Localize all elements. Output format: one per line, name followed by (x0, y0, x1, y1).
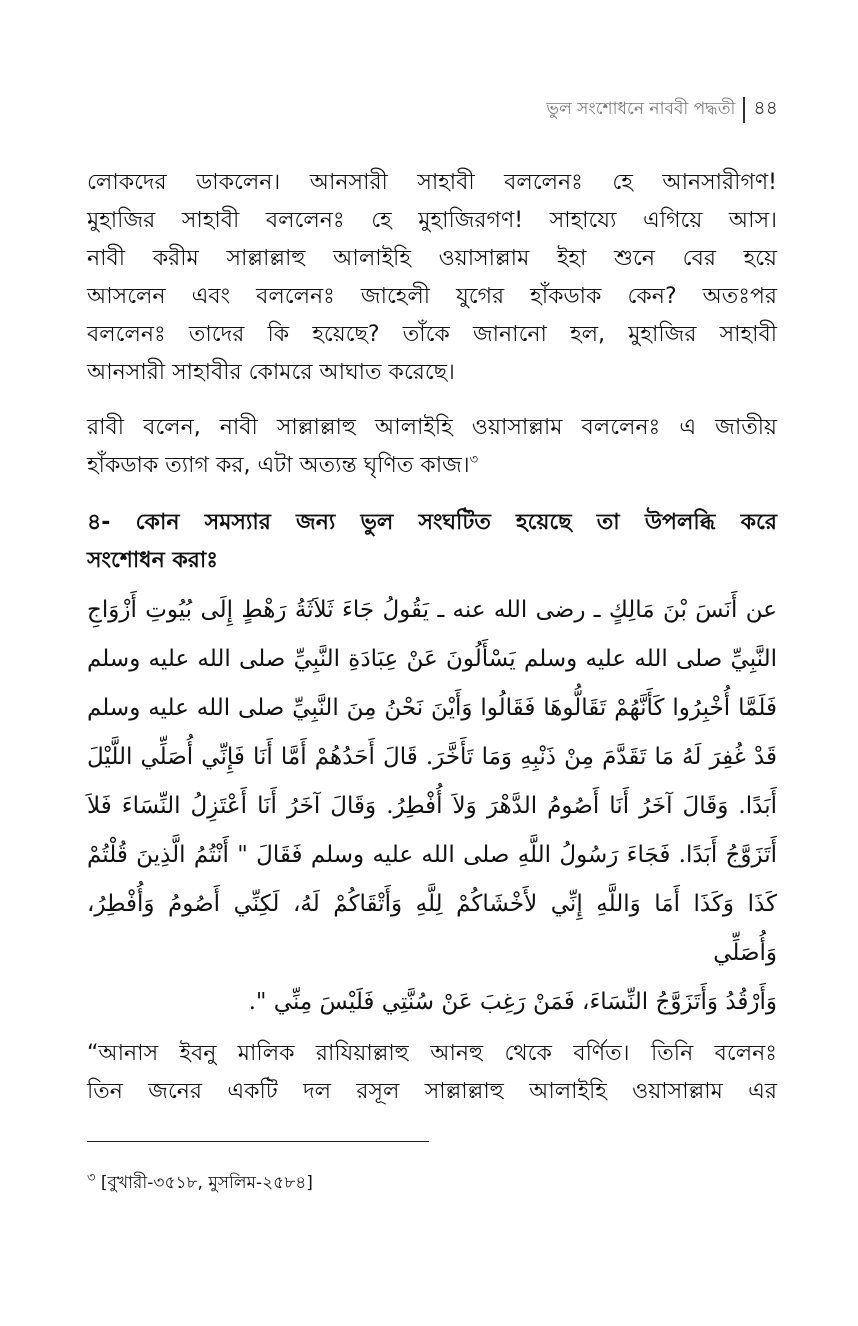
text-line: রাবী বলেন, নাবী সাল্লাল্লাহু আলাইহি ওয়াসাল্লাম বললেনঃ এ জাতীয় (87, 415, 777, 440)
heading-line: সংশোধন করাঃ (87, 548, 218, 573)
text-line: আসলেন এবং বললেনঃ জাহেলী যুগের হাঁকডাক কেন? অতঃপর (87, 284, 777, 309)
footnote-divider (87, 1141, 429, 1142)
text-line: বললেনঃ তাদের কি হয়েছে? তাঁকে জানানো হল, মুহাজির সাহাবী (87, 322, 777, 347)
arabic-line: كَذَا وَكَذَا أَمَا وَاللَّهِ إِنِّي لأَخْشَاكُمْ لِلَّهِ وَأَتْقَاكُمْ لَهُ، لَكِنِّي أَصُومُ وَأُفْطِرُ، وَأُصَلِّي (87, 891, 777, 966)
text-line (87, 447, 777, 485)
arabic-line: وَأَرْقُدُ وَأَتَزَوَّجُ النِّسَاءَ، فَمَنْ رَغِبَ عَنْ سُنَّتِي فَلَيْسَ مِنِّي ". (248, 989, 777, 1015)
arabic-line: قَدْ غُفِرَ لَهُ مَا تَقَدَّمَ مِنْ ذَنْبِهِ وَمَا تَأَخَّرَ. قَالَ أَحَدُهُمْ أَمَّا أَنَا فَإِنِّي أُصَلِّي اللَّيْلَ (87, 744, 777, 770)
paragraph-1 (87, 164, 777, 392)
arabic-line: عن أَنَسَ بْنَ مَالِكٍ ـ رضى الله عنه ـ يَقُولُ جَاءَ ثَلاَثَةُ رَهْطٍ إِلَى بُيُوتِ أَزْوَاجِ (87, 597, 777, 623)
section-heading (87, 504, 777, 580)
text: হাঁকডাক ত্যাগ কর, এটা অত্যন্ত ঘৃণিত কাজ। (87, 453, 470, 478)
header-title: ভুল সংশোধনে নাববী পদ্ধতী (546, 99, 736, 119)
footnote-text: [বুখারী-৩৫১৮, মুসলিম-২৫৮৪] (100, 1173, 313, 1193)
arabic-hadith (87, 586, 777, 1027)
paragraph-3 (87, 1035, 777, 1111)
footnote-marker: ৩ (87, 1170, 96, 1186)
text-line: নাবী করীম সাল্লাল্লাহু আলাইহি ওয়াসাল্লাম ইহা শুনে বের হয়ে (87, 246, 777, 271)
footnote (87, 1170, 777, 1196)
footnote-ref[interactable]: ৩ (469, 452, 479, 468)
text-line: “আনাস ইবনু মালিক রাযিয়াল্লাহু আনহু থেকে বর্ণিত। তিনি বলেনঃ (87, 1041, 777, 1066)
arabic-line: أَبَدًا. وَقَالَ آخَرُ أَنَا أَصُومُ الدَّهْرَ وَلاَ أُفْطِرُ. وَقَالَ آخَرُ أَنَا أَعْتَزِلُ النِّسَاءَ فَلاَ (87, 793, 777, 819)
text-line: আনসারী সাহাবীর কোমরে আঘাত করেছে। (87, 360, 455, 385)
page-number: ৪৪ (753, 97, 778, 119)
arabic-line: أَتَزَوَّجُ أَبَدًا. فَجَاءَ رَسُولُ اللَّهِ صلى الله عليه وسلم فَقَالَ " أَنْتُمُ الَّذِينَ قُلْتُمْ (87, 842, 777, 868)
arabic-line: فَلَمَّا أُخْبِرُوا كَأَنَّهُمْ تَقَالُّوهَا فَقَالُوا وَأَيْنَ نَحْنُ مِنَ النَّبِيِّ صلى الله عليه وسلم (87, 695, 777, 721)
heading-line: ৪- কোন সমস্যার জন্য ভুল সংঘটিত হয়েছে তা উপলব্ধি করে (87, 510, 777, 535)
paragraph-2 (87, 409, 777, 485)
text-line: তিন জনের একটি দল রসূল সাল্লাল্লাহু আলাইহি ওয়াসাল্লাম এর (87, 1079, 777, 1104)
text-line: মুহাজির সাহাবী বললেনঃ হে মুহাজিরগণ! সাহায্যে এগিয়ে আস। (87, 208, 777, 233)
arabic-line: النَّبِيِّ صلى الله عليه وسلم يَسْأَلُونَ عَنْ عِبَادَةِ النَّبِيِّ صلى الله عليه وسلم (87, 646, 777, 672)
text-line: লোকদের ডাকলেন। আনসারী সাহাবী বললেনঃ হে আনসারীগণ! (87, 170, 777, 195)
